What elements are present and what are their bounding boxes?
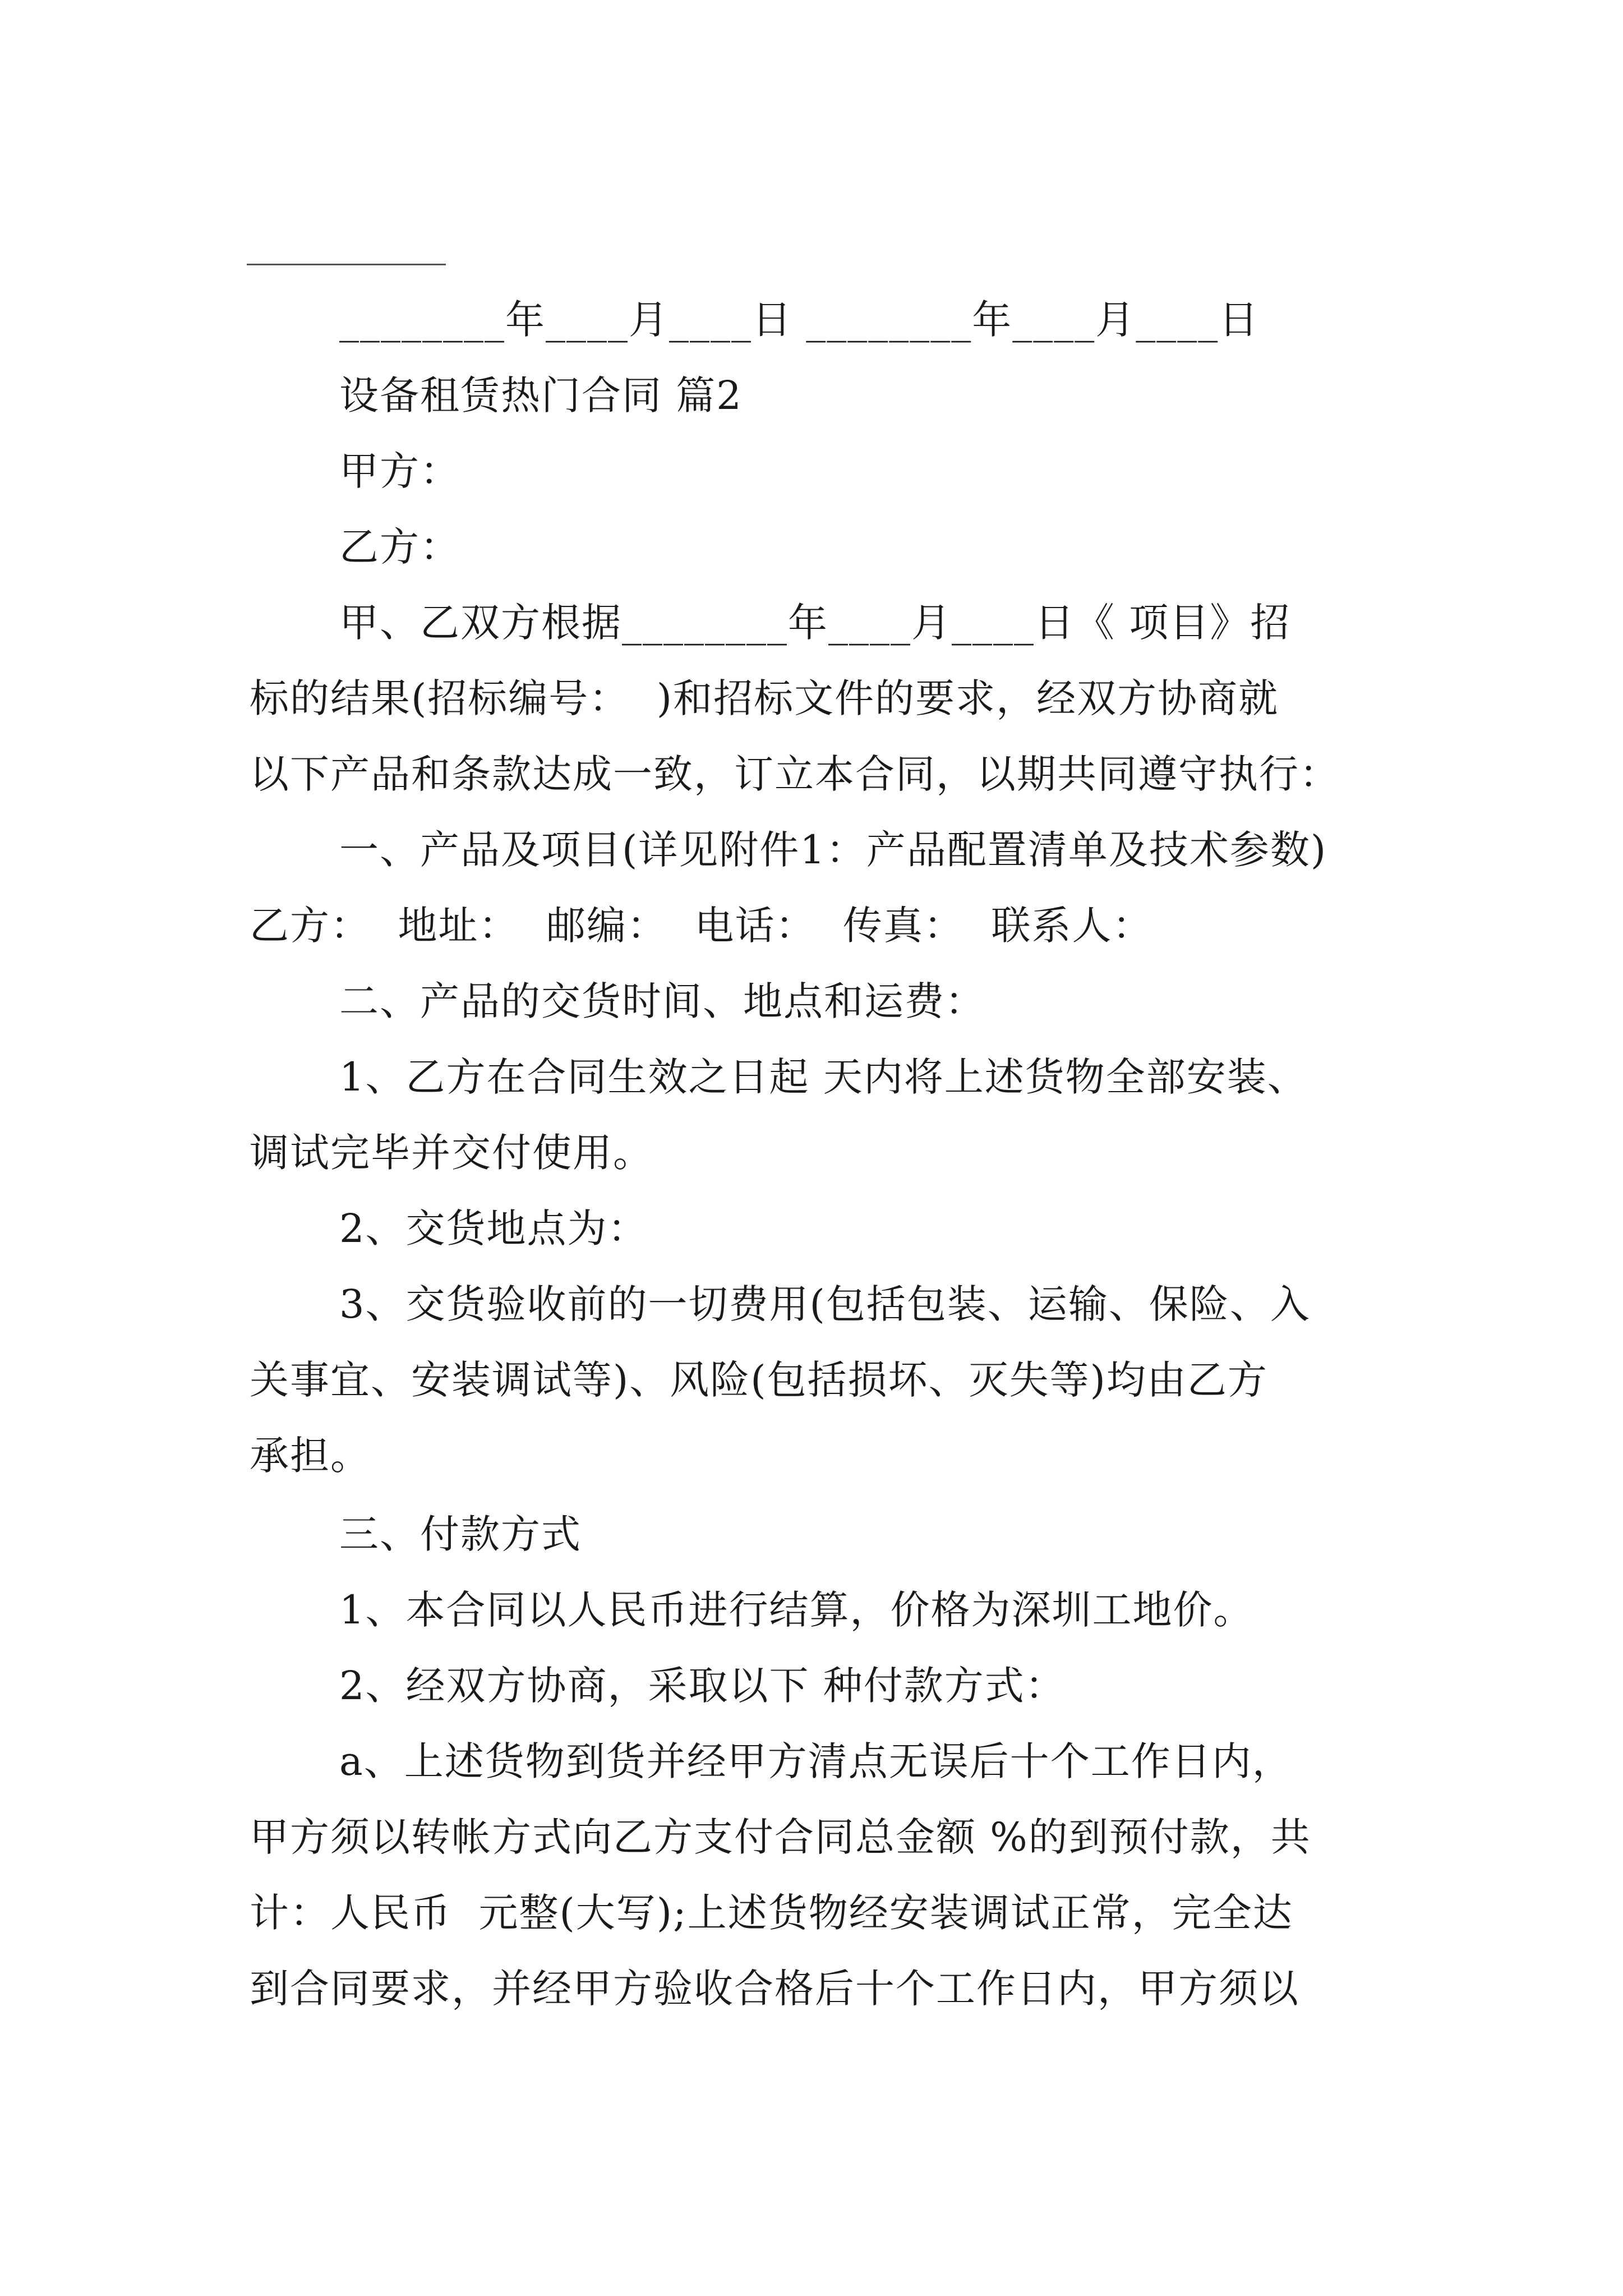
section-title: 设备租赁热门合同 篇2 [339,372,743,418]
contact-fields-line: 乙方： 地址： 邮编： 电话： 传真： 联系人： [250,903,1153,949]
clause-item: a、上述货物到货并经甲方清点无误后十个工作日内， [339,1738,1293,1784]
party-b-label: 乙方： [339,524,460,570]
clause-item: 3、交货验收前的一切费用(包括包装、运输、保险、入 [339,1281,1311,1327]
date-blanks-line: ________年____月____日 ________年____月____日 [339,297,1260,343]
clause-heading: 二、产品的交货时间、地点和运费： [339,978,985,1024]
clause-item-continued: 计：人民币 元整(大写);上述货物经安装调试正常，完全达 [250,1890,1293,1936]
clause-item: 1、本合同以人民币进行结算，价格为深圳工地价。 [339,1587,1254,1633]
body-paragraph-line: 甲、乙双方根据________年____月____日《 项目》招 [339,600,1291,646]
body-paragraph-line: 以下产品和条款达成一致，订立本合同，以期共同遵守执行： [250,751,1340,797]
clause-item: 1、乙方在合同生效之日起 天内将上述货物全部安装、 [339,1054,1308,1100]
body-paragraph-line: 标的结果(招标编号： )和招标文件的要求，经双方协商就 [250,675,1279,721]
clause-item-continued: 承担。 [250,1433,371,1479]
clause-item-continued: 调试完毕并交付使用。 [250,1130,653,1176]
clause-item-continued: 甲方须以转帐方式向乙方支付合同总金额 %的到预付款，共 [250,1814,1311,1860]
signature-line [247,264,446,265]
clause-item-continued: 关事宜、安装调试等)、风险(包括损坏、灭失等)均由乙方 [250,1357,1268,1403]
clause-item-continued: 到合同要求，并经甲方验收合格后十个工作日内，甲方须以 [250,1966,1299,2012]
party-a-label: 甲方： [339,448,460,494]
clause-item: 2、经双方协商，采取以下 种付款方式： [339,1663,1066,1709]
clause-heading: 三、付款方式 [339,1511,582,1557]
clause-item: 2、交货地点为： [339,1205,648,1251]
clause-heading: 一、产品及项目(详见附件1：产品配置清单及技术参数) [339,827,1327,873]
